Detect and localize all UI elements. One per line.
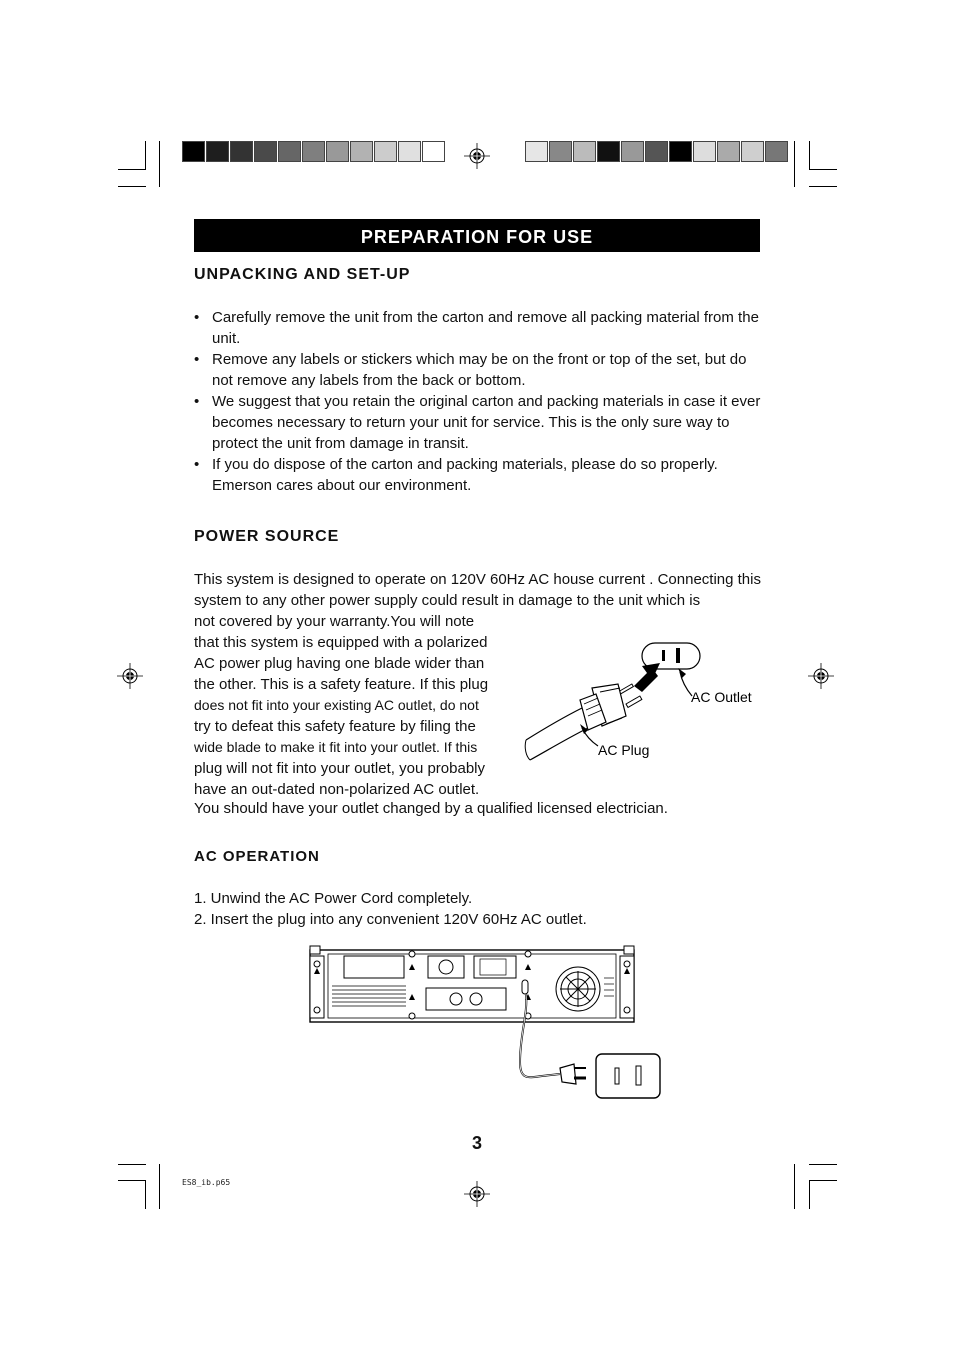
text-line: wide blade to make it fit into your outlet. If this bbox=[194, 739, 478, 755]
text-line: have an out-dated non-polarized AC outlet. bbox=[194, 781, 480, 798]
list-item: 2. Insert the plug into any convenient 120V 60Hz AC outlet. bbox=[194, 911, 587, 928]
text-line: try to defeat this safety feature by filing the bbox=[194, 718, 476, 735]
registration-mark-icon bbox=[464, 143, 490, 169]
power-source-intro: This system is designed to operate on 120V 60Hz AC house current . Connecting this system to any other power supply could result in damage to the unit which is bbox=[194, 571, 761, 609]
unpacking-heading: UNPACKING AND SET-UP bbox=[194, 266, 411, 283]
list-item: 1. Unwind the AC Power Cord completely. bbox=[194, 890, 473, 907]
list-item: • Remove any labels or stickers which may be on the front or top of the set, but do not remove any labels from the back or bottom. bbox=[194, 349, 764, 391]
text-line: the other. This is a safety feature. If this plug bbox=[194, 676, 489, 693]
text-line: that this system is equipped with a polarized bbox=[194, 634, 488, 651]
ac-operation-steps bbox=[194, 888, 587, 930]
text-line: plug will not fit into your outlet, you probably bbox=[194, 760, 485, 777]
registration-mark-icon bbox=[464, 1181, 490, 1207]
list-item: • We suggest that you retain the original carton and packing materials in case it ever becomes necessary to return your unit for service. This is the only sure way to protect the unit from damage in transit. bbox=[194, 391, 764, 454]
ac-outlet-label: AC Outlet bbox=[691, 689, 752, 705]
power-source-heading: POWER SOURCE bbox=[194, 528, 340, 545]
ac-plug-outlet-illustration bbox=[522, 638, 772, 768]
power-source-closing: You should have your outlet changed by a qualified licensed electrician. bbox=[194, 800, 668, 817]
text-line: not covered by your warranty.You will note bbox=[194, 613, 475, 630]
text-line: does not fit into your existing AC outlet, do not bbox=[194, 697, 479, 713]
page-number: 3 bbox=[471, 1133, 482, 1153]
ac-operation-heading: AC OPERATION bbox=[194, 848, 320, 865]
ac-plug-label: AC Plug bbox=[598, 742, 650, 758]
registration-mark-icon bbox=[808, 663, 834, 689]
text-line: AC power plug having one blade wider than bbox=[194, 655, 485, 672]
power-source-wrap-text bbox=[194, 611, 512, 800]
color-calibration-bar-right bbox=[525, 141, 789, 162]
unpacking-bullet-list bbox=[194, 307, 764, 496]
unit-back-panel-illustration bbox=[306, 944, 666, 1104]
registration-mark-icon bbox=[117, 663, 143, 689]
list-item: • If you do dispose of the carton and packing materials, please do so properly. Emerson cares about our environment. bbox=[194, 454, 764, 496]
footer-file-reference: ES8_ib.p65 bbox=[182, 1178, 231, 1187]
color-calibration-bar-left bbox=[182, 141, 446, 162]
section-banner: PREPARATION FOR USE bbox=[194, 219, 760, 252]
list-item: • Carefully remove the unit from the carton and remove all packing material from the unit. bbox=[194, 307, 764, 349]
